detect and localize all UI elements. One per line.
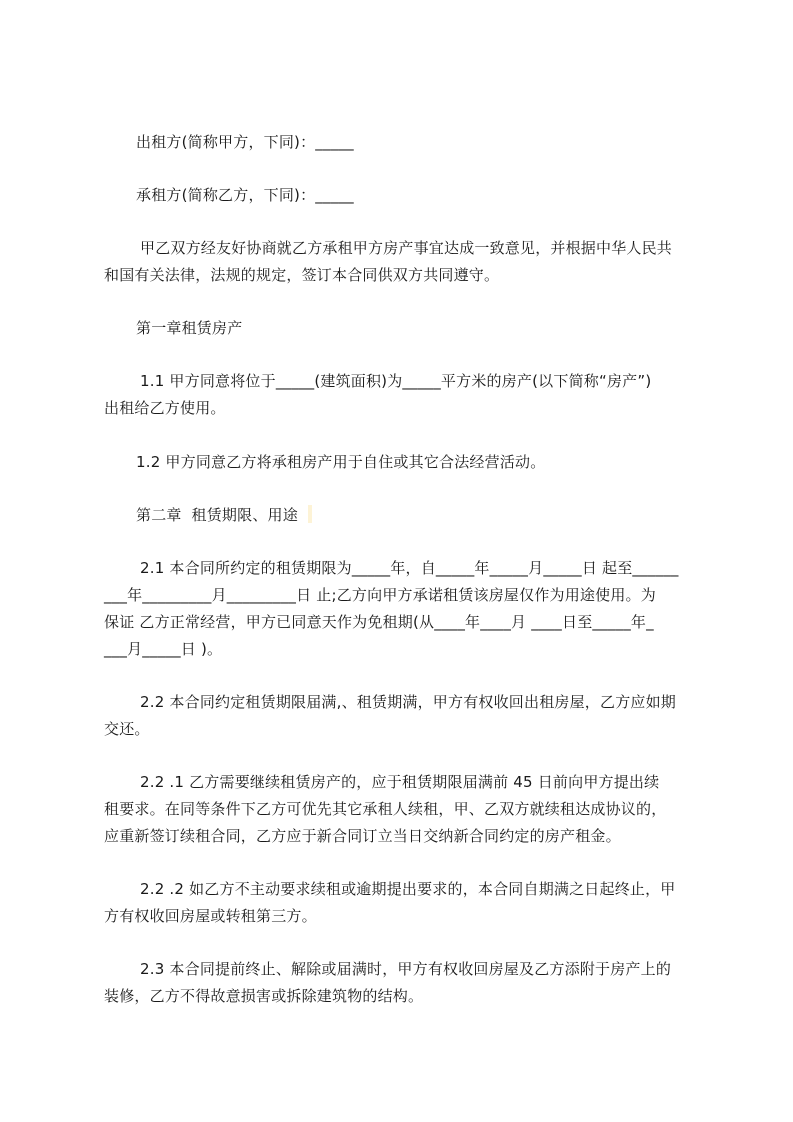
clause-2-2-line-1: 2.2 本合同约定租赁期限届满,、租赁期满，甲方有权收回出租房屋，乙方应如期 [140, 693, 676, 711]
clause-2-2-1-line-2: 租要求。在同等条件下乙方可优先其它承租人续租，甲、乙双方就续租达成协议的， [104, 800, 667, 818]
preamble-line-1: 甲乙双方经友好协商就乙方承租甲方房产事宜达成一致意见，并根据中华人民共 [140, 239, 673, 257]
clause-1-1-line-1: 1.1 甲方同意将位于_____(建筑面积)为_____平方米的房产(以下简称“房产”) [140, 372, 652, 390]
clause-2-3-line-2: 装修，乙方不得故意损害或拆除建筑物的结构。 [104, 987, 424, 1005]
party-a-line: 出租方(简称甲方，下同)：_____ [136, 133, 354, 151]
clause-1-1-line-2: 出租给乙方使用。 [104, 399, 226, 417]
clause-2-2-1-line-1: 2.2 .1 乙方需要继续租赁房产的，应于租赁期限届满前 45 日前向甲方提出续 [140, 773, 660, 791]
clause-2-1-line-3: 保证 乙方正常经营，甲方已同意天作为免租期(从____年____月 ____日至_____年_ [104, 613, 654, 631]
party-b-line: 承租方(简称乙方，下同)：_____ [136, 186, 354, 204]
clause-2-2-2-line-2: 方有权收回房屋或转租第三方。 [104, 907, 317, 925]
preamble-line-2: 和国有关法律，法规的规定，签订本合同供双方共同遵守。 [104, 266, 500, 284]
clause-2-3-line-1: 2.3 本合同提前终止、解除或届满时，甲方有权收回房屋及乙方添附于房产上的 [140, 960, 672, 978]
chapter-2-title: 第二章 租赁期限、用途 [136, 506, 298, 524]
clause-2-1-line-4: ___月_____日 )。 [104, 640, 223, 658]
clause-2-2-2-line-1: 2.2 .2 如乙方不主动要求续租或逾期提出要求的，本合同自期满之日起终止，甲 [140, 880, 676, 898]
clause-2-1-line-2: ___年_________月_________日 止;乙方向甲方承诺租赁该房屋仅作为用途使用。为 [104, 586, 656, 604]
clause-2-1-line-1: 2.1 本合同所约定的租赁期限为_____年，自_____年_____月_____日 起至______ [140, 559, 679, 577]
clause-1-2: 1.2 甲方同意乙方将承租房产用于自住或其它合法经营活动。 [136, 453, 546, 471]
highlight-mark [308, 505, 312, 523]
clause-2-2-line-2: 交还。 [104, 720, 150, 738]
clause-2-2-1-line-3: 应重新签订续租合同，乙方应于新合同订立当日交纳新合同约定的房产租金。 [104, 827, 621, 845]
chapter-1-title: 第一章租赁房产 [136, 319, 243, 337]
